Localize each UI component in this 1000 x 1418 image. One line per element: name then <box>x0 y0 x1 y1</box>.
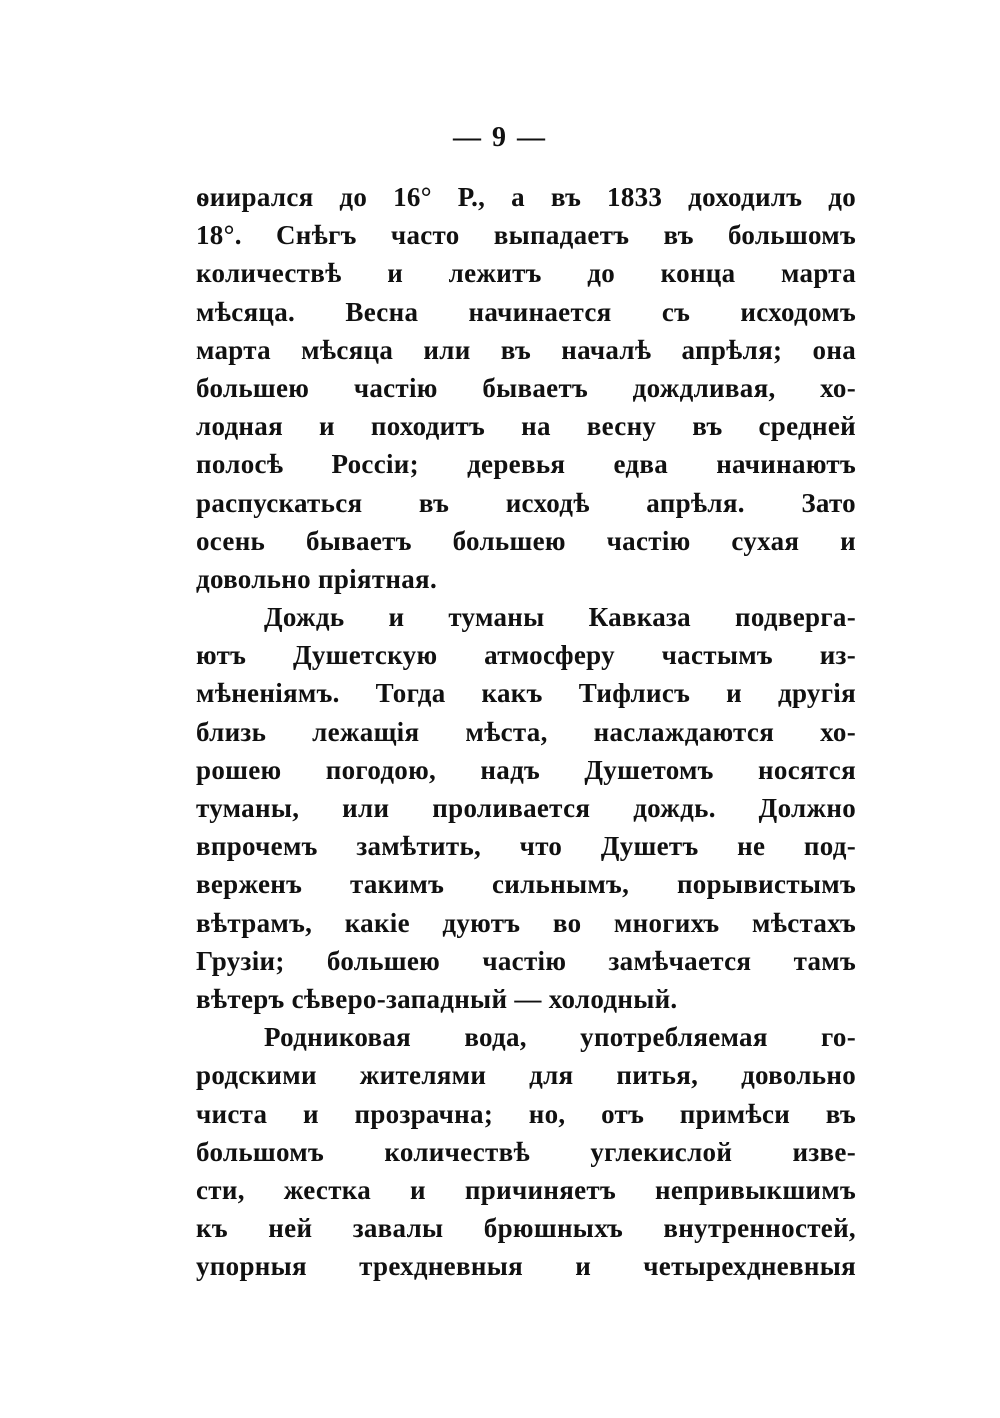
text-line: упорныя трехдневныя и четырехдневныя <box>196 1251 856 1282</box>
text-line: верженъ такимъ сильнымъ, порывистымъ <box>196 869 856 900</box>
text-line: ѳиирался до 16° Р., а въ 1833 доходилъ до <box>196 182 856 212</box>
text-line: 18°. Снѣгъ часто выпадаетъ въ большомъ <box>196 220 856 251</box>
text-line: впрочемъ замѣтить, что Душетъ не под- <box>196 831 856 862</box>
text-line: большомъ количествѣ углекислой изве- <box>196 1136 856 1167</box>
text-line: мѣненіямъ. Тогда какъ Тифлисъ и другія <box>196 678 856 709</box>
text-line: большею частію бываетъ дождливая, хо- <box>196 372 856 403</box>
text-line: къ ней завалы брюшныхъ внутренностей, <box>196 1213 856 1244</box>
text-line: осень бываетъ большею частію сухая и <box>196 525 856 556</box>
text-line: Грузіи; большею частію замѣчается тамъ <box>196 945 856 976</box>
text-line: полосѣ Россіи; деревья едва начинаютъ <box>196 449 856 480</box>
text-line: мѣсяца. Весна начинается съ исходомъ <box>196 296 856 327</box>
text-line: родскими жителями для питья, довольно <box>196 1060 856 1091</box>
text-line: Родниковая вода, употребляемая го- <box>264 1022 856 1053</box>
page-number: — 9 — <box>453 122 547 153</box>
text-line: вѣтрамъ, какіе дуютъ во многихъ мѣстахъ <box>196 907 856 938</box>
text-line: сти, жестка и причиняетъ непривыкшимъ <box>196 1174 856 1205</box>
paragraph-2 <box>196 598 856 1018</box>
text-line: лодная и походитъ на весну въ средней <box>196 411 856 442</box>
text-line: марта мѣсяца или въ началѣ апрѣля; она <box>196 334 856 365</box>
paragraph-3 <box>196 1018 856 1285</box>
text-line: вѣтеръ сѣверо-западный — холодный. <box>196 983 678 1014</box>
text-line: близь лежащія мѣста, наслаждаются хо- <box>196 716 856 747</box>
text-line: туманы, или проливается дождь. Должно <box>196 793 856 823</box>
text-line: довольно пріятная. <box>196 563 438 594</box>
text-line: чиста и прозрачна; но, отъ примѣси въ <box>196 1098 856 1129</box>
body-text <box>196 178 856 1285</box>
text-line: распускаться въ исходѣ апрѣля. Зато <box>196 487 856 518</box>
paragraph-1 <box>196 178 856 598</box>
text-line: ютъ Душетскую атмосферу частымъ из- <box>196 640 856 671</box>
text-line: количествѣ и лежитъ до конца марта <box>196 258 856 289</box>
text-line: рошею погодою, надъ Душетомъ носятся <box>196 754 856 785</box>
text-line: Дождь и туманы Кавказа подверга- <box>264 602 856 633</box>
